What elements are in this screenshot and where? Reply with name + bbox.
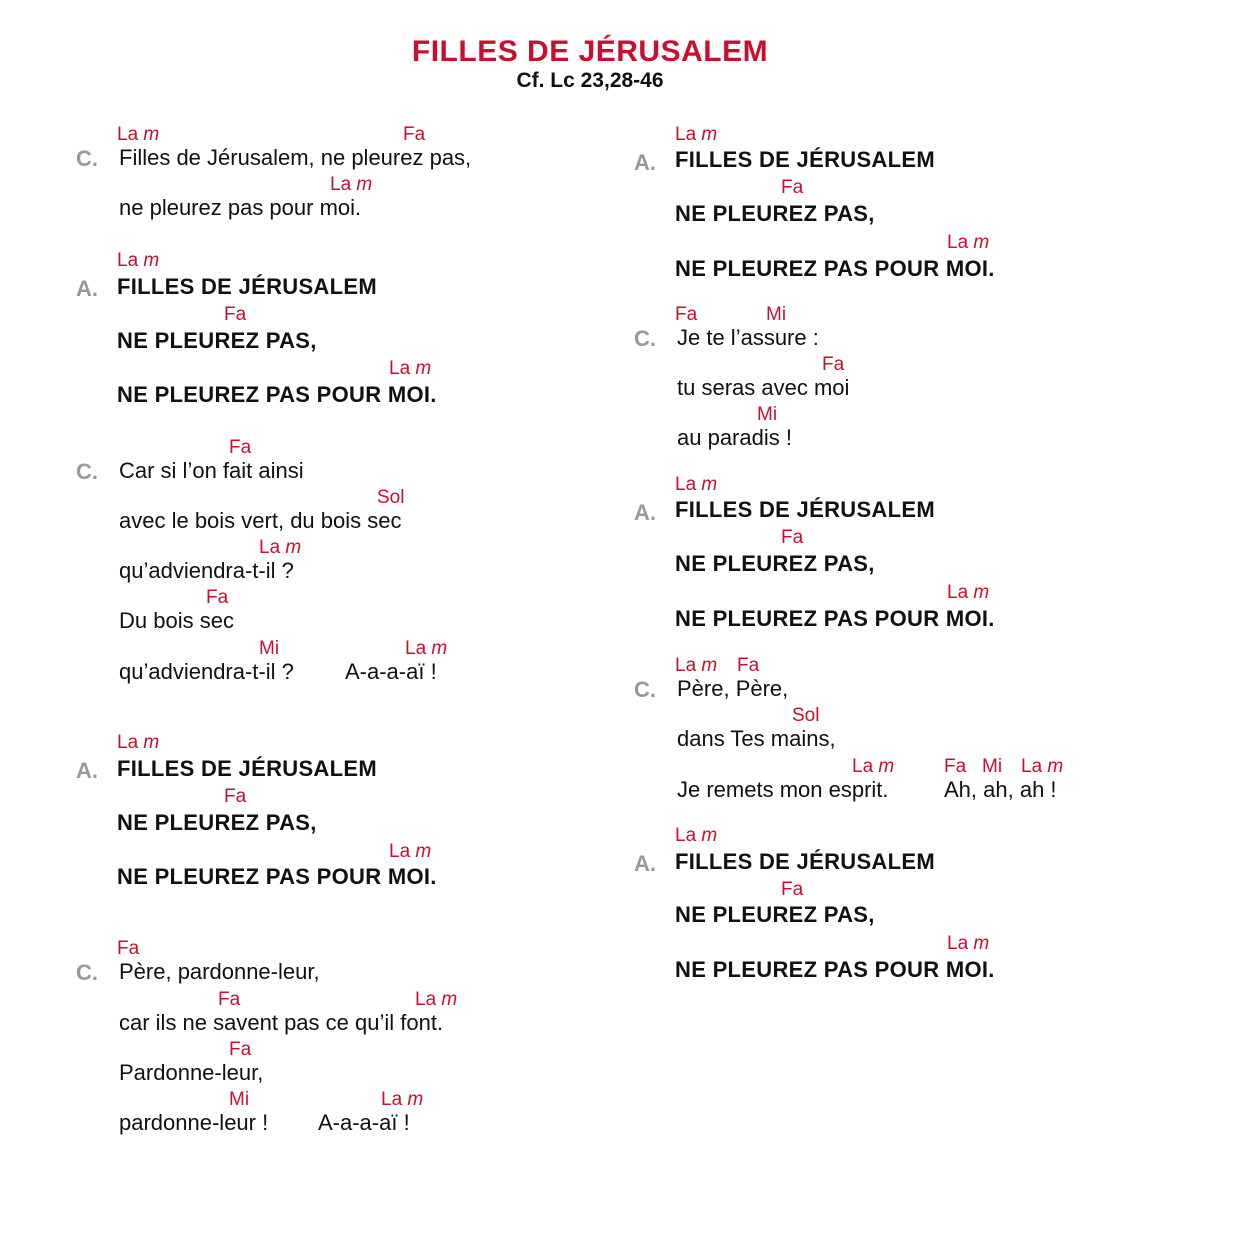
chord-la-minor: La m bbox=[947, 582, 990, 603]
chord-mi: Mi bbox=[757, 404, 778, 425]
refrain-line: FILLES DE JÉRUSALEM bbox=[675, 147, 935, 172]
chord-mi: Mi bbox=[229, 1089, 250, 1110]
lyric-line: Filles de Jérusalem, ne pleurez pas, bbox=[119, 145, 472, 170]
lyric-line: ne pleurez pas pour moi. bbox=[119, 195, 362, 220]
refrain-line: NE PLEUREZ PAS POUR MOI. bbox=[675, 606, 995, 631]
refrain-line: FILLES DE JÉRUSALEM bbox=[675, 497, 935, 522]
lyric-line: avec le bois vert, du bois sec bbox=[119, 508, 402, 533]
chord-la-minor: La m bbox=[389, 841, 432, 862]
chord-la-minor: La m bbox=[117, 124, 160, 145]
chord-la-minor: La m bbox=[117, 732, 160, 753]
lyric-line: au paradis ! bbox=[677, 425, 792, 450]
page-title: FILLES DE JÉRUSALEM bbox=[411, 35, 769, 68]
chord-la-minor: La m bbox=[330, 174, 373, 195]
chord-la-minor: La m bbox=[405, 638, 448, 659]
lyric-line: Ah, ah, ah ! bbox=[944, 777, 1057, 802]
chord-sol: Sol bbox=[377, 487, 405, 508]
chord-mi: Mi bbox=[982, 756, 1003, 777]
chord-fa: Fa bbox=[206, 587, 229, 608]
refrain-line: NE PLEUREZ PAS, bbox=[675, 201, 875, 226]
refrain-line: NE PLEUREZ PAS POUR MOI. bbox=[117, 382, 437, 407]
chord-la-minor: La m bbox=[675, 474, 718, 495]
lyric-line: Père, pardonne-leur, bbox=[119, 959, 320, 984]
verse-label: C. bbox=[634, 677, 656, 702]
lyric-line: car ils ne savent pas ce qu’il font. bbox=[119, 1010, 444, 1035]
refrain-line: NE PLEUREZ PAS POUR MOI. bbox=[675, 957, 995, 982]
scripture-reference: Cf. Lc 23,28-46 bbox=[516, 69, 664, 92]
chord-la-minor: La m bbox=[259, 537, 302, 558]
refrain-line: FILLES DE JÉRUSALEM bbox=[117, 274, 377, 299]
chord-fa: Fa bbox=[781, 527, 804, 548]
chord-sol: Sol bbox=[792, 705, 820, 726]
refrain-label: A. bbox=[634, 500, 656, 525]
chord-mi: Mi bbox=[766, 304, 787, 325]
verse-label: C. bbox=[76, 459, 98, 484]
chord-fa: Fa bbox=[781, 879, 804, 900]
chord-la-minor: La m bbox=[389, 358, 432, 379]
refrain-label: A. bbox=[634, 851, 656, 876]
refrain-line: FILLES DE JÉRUSALEM bbox=[675, 849, 935, 874]
chord-fa: Fa bbox=[675, 304, 698, 325]
lyric-line: A-a-a-aï ! bbox=[318, 1110, 410, 1135]
chord-fa: Fa bbox=[781, 177, 804, 198]
chord-fa: Fa bbox=[822, 354, 845, 375]
chord-fa: Fa bbox=[944, 756, 967, 777]
chord-fa: Fa bbox=[229, 437, 252, 458]
chord-la-minor: La m bbox=[947, 933, 990, 954]
refrain-line: NE PLEUREZ PAS POUR MOI. bbox=[675, 256, 995, 281]
chord-fa: Fa bbox=[224, 786, 247, 807]
chord-la-minor: La m bbox=[947, 232, 990, 253]
verse-label: C. bbox=[76, 146, 98, 171]
refrain-label: A. bbox=[634, 150, 656, 175]
chord-fa: Fa bbox=[403, 124, 426, 145]
chord-la-minor: La m bbox=[1021, 756, 1064, 777]
chord-fa: Fa bbox=[224, 304, 247, 325]
lyric-line: A-a-a-aï ! bbox=[345, 659, 437, 684]
lyric-line: qu’adviendra-t-il ? bbox=[119, 558, 294, 583]
lyric-line: qu’adviendra-t-il ? bbox=[119, 659, 294, 684]
chord-fa: Fa bbox=[218, 989, 241, 1010]
refrain-line: NE PLEUREZ PAS, bbox=[117, 810, 317, 835]
chord-fa: Fa bbox=[117, 938, 140, 959]
lyric-line: Je te l’assure : bbox=[677, 325, 819, 350]
lyric-line: Pardonne-leur, bbox=[119, 1060, 264, 1085]
chord-la-minor: La m bbox=[675, 825, 718, 846]
chord-la-minor: La m bbox=[381, 1089, 424, 1110]
chord-mi: Mi bbox=[259, 638, 280, 659]
chord-fa: Fa bbox=[737, 655, 760, 676]
lyric-line: tu seras avec moi bbox=[677, 375, 850, 400]
refrain-line: NE PLEUREZ PAS POUR MOI. bbox=[117, 864, 437, 889]
refrain-label: A. bbox=[76, 276, 98, 301]
lyric-line: Car si l’on fait ainsi bbox=[119, 458, 304, 483]
chord-la-minor: La m bbox=[415, 989, 458, 1010]
lyric-line: Du bois sec bbox=[119, 608, 234, 633]
refrain-line: NE PLEUREZ PAS, bbox=[675, 551, 875, 576]
chord-la-minor: La m bbox=[852, 756, 895, 777]
chord-la-minor: La m bbox=[675, 655, 718, 676]
refrain-label: A. bbox=[76, 758, 98, 783]
lyric-line: pardonne-leur ! bbox=[119, 1110, 269, 1135]
chord-fa: Fa bbox=[229, 1039, 252, 1060]
verse-label: C. bbox=[634, 326, 656, 351]
refrain-line: FILLES DE JÉRUSALEM bbox=[117, 756, 377, 781]
refrain-line: NE PLEUREZ PAS, bbox=[117, 328, 317, 353]
chord-la-minor: La m bbox=[675, 124, 718, 145]
lyric-line: dans Tes mains, bbox=[677, 726, 836, 751]
chord-la-minor: La m bbox=[117, 250, 160, 271]
lyric-line: Je remets mon esprit. bbox=[677, 777, 889, 802]
refrain-line: NE PLEUREZ PAS, bbox=[675, 902, 875, 927]
verse-label: C. bbox=[76, 960, 98, 985]
lyric-line: Père, Père, bbox=[677, 676, 789, 701]
